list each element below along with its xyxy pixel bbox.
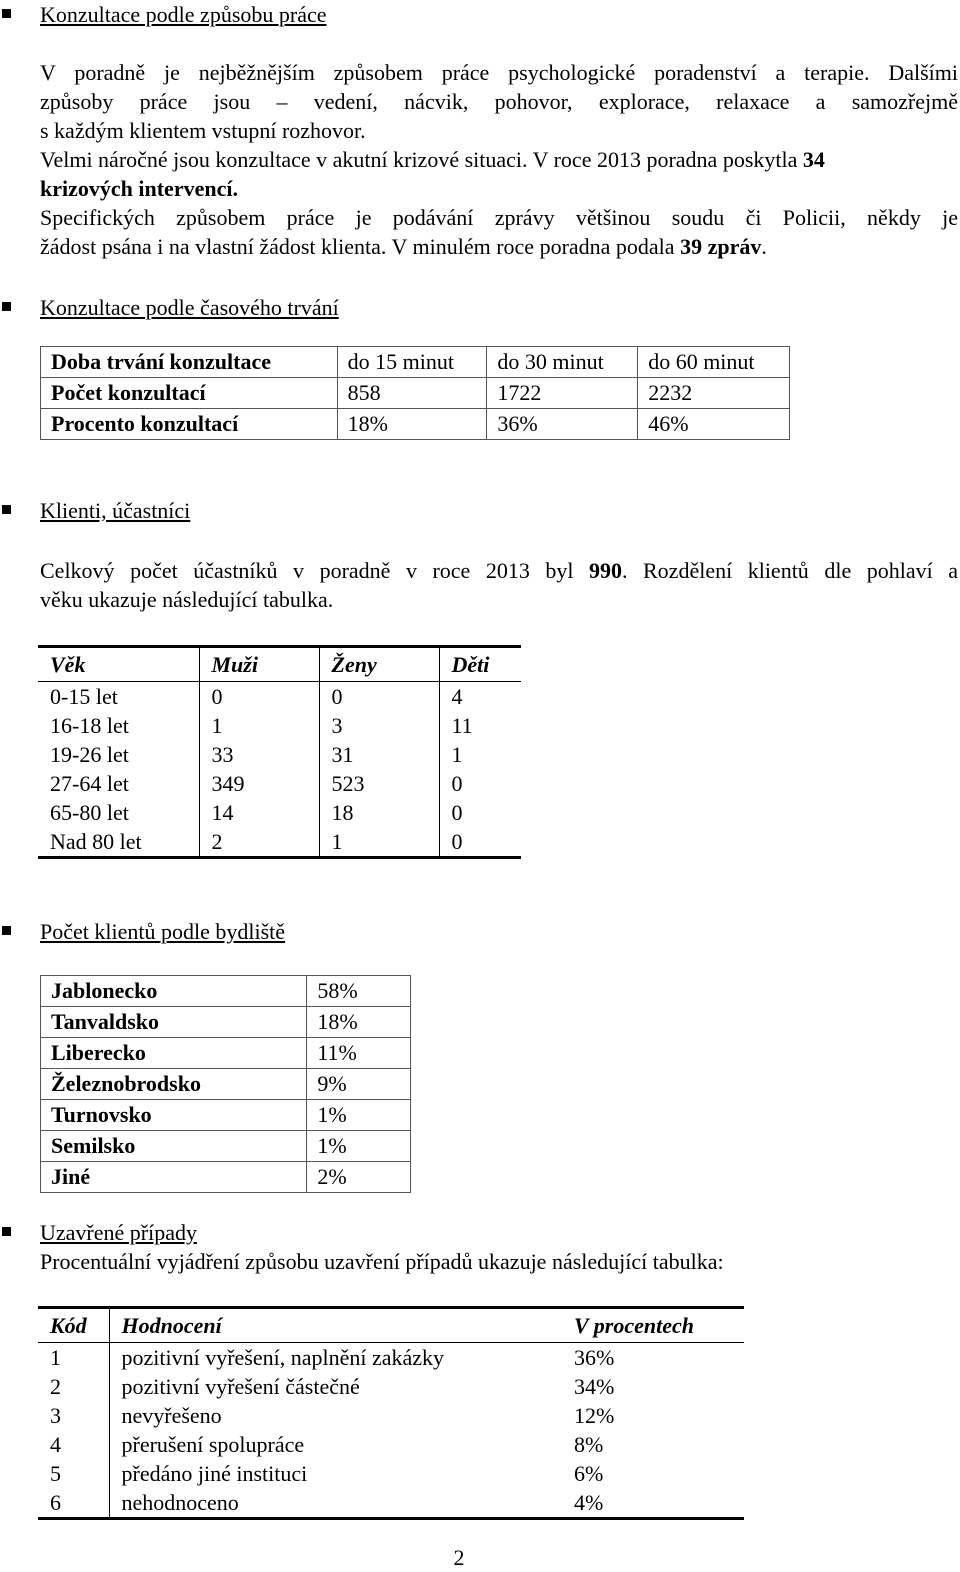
table-cell: 6 <box>50 1490 61 1515</box>
table-row <box>38 1401 744 1430</box>
table-header-cell: V procentech <box>574 1313 694 1338</box>
table-row <box>38 827 521 858</box>
table-cell: 0-15 let <box>50 684 118 709</box>
table-cell: 58% <box>307 976 411 1007</box>
table-cell: 12% <box>574 1403 615 1428</box>
table-cell: 27-64 let <box>50 771 129 796</box>
table-header-cell: Ženy <box>319 647 439 682</box>
table-row <box>41 1100 411 1131</box>
bullet-icon <box>2 9 11 18</box>
table-header-cell: Věk <box>50 652 86 677</box>
table-cell: 18% <box>337 409 487 440</box>
table-cell: 2 <box>199 827 319 858</box>
table-row <box>38 1488 744 1519</box>
page-number: 2 <box>453 1545 465 1570</box>
table-cell: Procento konzultací <box>41 409 338 440</box>
table-cell: 0 <box>199 682 319 712</box>
table-cell: 5 <box>50 1461 61 1486</box>
section-heading-clients: Klienti, účastníci <box>40 498 191 523</box>
bullet-icon <box>2 926 11 935</box>
table-cell: Turnovsko <box>41 1100 307 1131</box>
table-row <box>41 1131 411 1162</box>
table-row <box>41 1069 411 1100</box>
bullet-icon <box>2 505 11 514</box>
text-span: . Rozdělení klientů dle pohlaví a <box>621 558 958 583</box>
paragraph-line <box>40 145 958 174</box>
table-cell: 4 <box>439 682 521 712</box>
table-cell: 2232 <box>638 378 790 409</box>
table-cell: 1 <box>439 740 521 769</box>
table-cell: 36% <box>487 409 638 440</box>
table-cell: Semilsko <box>41 1131 307 1162</box>
table-cell: 1 <box>50 1345 61 1370</box>
text-span: žádost psána i na vlastní žádost klienta. V minulém roce poradna podala <box>40 234 681 259</box>
table-cell: 14 <box>199 798 319 827</box>
table-cell: 349 <box>199 769 319 798</box>
table-header-row <box>38 647 521 682</box>
table-cell: 11 <box>439 711 521 740</box>
table-cell: nevyřešeno <box>109 1401 562 1430</box>
table-cell: Liberecko <box>41 1038 307 1069</box>
table-cell: Tanvaldsko <box>41 1007 307 1038</box>
table-cell: Železnobrodsko <box>41 1069 307 1100</box>
table-cell: 33 <box>199 740 319 769</box>
table-cell: nehodnoceno <box>109 1488 562 1519</box>
table-cell: do 30 minut <box>487 347 638 378</box>
residence-table <box>40 975 411 1193</box>
table-cell: do 15 minut <box>337 347 487 378</box>
table-row <box>38 769 521 798</box>
table-cell: 3 <box>319 711 439 740</box>
table-cell: pozitivní vyřešení částečné <box>109 1372 562 1401</box>
table-cell: 18% <box>307 1007 411 1038</box>
table-row <box>38 798 521 827</box>
table-row <box>41 1038 411 1069</box>
text-span: Celkový počet účastníků v poradně v roce 2013 byl <box>40 558 589 583</box>
table-cell: 0 <box>439 798 521 827</box>
table-cell: 6% <box>574 1461 604 1486</box>
table-cell: Jablonecko <box>41 976 307 1007</box>
table-cell: Počet konzultací <box>41 378 338 409</box>
paragraph-line <box>40 232 958 261</box>
table-row <box>41 1162 411 1193</box>
table-cell: pozitivní vyřešení, naplnění zakázky <box>109 1343 562 1373</box>
table-cell: 36% <box>574 1345 615 1370</box>
table-cell: 31 <box>319 740 439 769</box>
table-cell: 0 <box>439 827 521 858</box>
table-cell: předáno jiné instituci <box>109 1459 562 1488</box>
table-header-cell: Kód <box>50 1313 87 1338</box>
table-cell: 4% <box>574 1490 604 1515</box>
section-heading-residence: Počet klientů podle bydliště <box>40 919 286 944</box>
paragraph-mode <box>40 58 958 261</box>
table-cell: 11% <box>307 1038 411 1069</box>
table-row <box>41 347 790 378</box>
table-cell: 16-18 let <box>50 713 129 738</box>
table-cell: Jiné <box>41 1162 307 1193</box>
bullet-icon <box>2 1227 11 1236</box>
section-heading-mode: Konzultace podle způsobu práce <box>40 2 327 27</box>
table-cell: 1 <box>199 711 319 740</box>
section-heading-duration: Konzultace podle časového trvání <box>40 295 339 320</box>
table-cell: 1% <box>307 1100 411 1131</box>
table-row <box>41 378 790 409</box>
table-header-row <box>38 1308 744 1343</box>
table-cell: 1% <box>307 1131 411 1162</box>
table-row <box>38 1459 744 1488</box>
table-row <box>41 409 790 440</box>
table-cell: 65-80 let <box>50 800 129 825</box>
paragraph-line: způsoby práce jsou – vedení, nácvik, pohovor, explorace, relaxace a samozřejmě <box>40 89 958 114</box>
age-gender-table <box>38 645 521 859</box>
table-cell: 8% <box>574 1432 604 1457</box>
table-row <box>38 1430 744 1459</box>
table-row <box>41 1007 411 1038</box>
table-cell: 858 <box>337 378 487 409</box>
section-heading-closed: Uzavřené případy <box>40 1220 197 1245</box>
reports-count: 39 zpráv <box>680 234 762 259</box>
table-cell: 3 <box>50 1403 61 1428</box>
paragraph-line: V poradně je nejběžnějším způsobem práce psychologické poradenství a terapie. Dalšími <box>40 60 958 85</box>
closed-cases-table <box>38 1306 744 1520</box>
table-cell: 19-26 let <box>50 742 129 767</box>
duration-table <box>40 346 790 440</box>
table-cell: 4 <box>50 1432 61 1457</box>
table-cell: 2 <box>50 1374 61 1399</box>
table-cell: 9% <box>307 1069 411 1100</box>
table-cell: Doba trvání konzultace <box>41 347 338 378</box>
paragraph-line: Specifických způsobem práce je podávání zprávy většinou soudu či Policii, někdy je <box>40 205 958 230</box>
table-cell: 34% <box>574 1374 615 1399</box>
table-row <box>38 711 521 740</box>
table-cell: 1 <box>319 827 439 858</box>
table-cell: 2% <box>307 1162 411 1193</box>
table-header-cell: Děti <box>439 647 521 682</box>
table-header-cell: Muži <box>199 647 319 682</box>
participants-count: 990 <box>588 558 622 583</box>
paragraph-clients <box>40 556 958 614</box>
paragraph-line <box>40 556 958 585</box>
table-row <box>38 1372 744 1401</box>
table-row <box>41 976 411 1007</box>
table-cell: přerušení spolupráce <box>109 1430 562 1459</box>
table-cell: 0 <box>439 769 521 798</box>
table-row <box>38 740 521 769</box>
bullet-icon <box>2 302 11 311</box>
text-span: Velmi náročné jsou konzultace v akutní krizové situaci. V roce 2013 poradna poskytla <box>40 147 803 172</box>
table-header-cell: Hodnocení <box>109 1308 562 1343</box>
text-span-bold: krizových intervencí. <box>40 176 238 201</box>
table-cell: Nad 80 let <box>50 829 142 854</box>
closed-intro-text: Procentuální vyjádření způsobu uzavření případů ukazuje následující tabulka: <box>40 1249 724 1274</box>
table-row <box>38 1343 744 1373</box>
table-cell: 1722 <box>487 378 638 409</box>
table-cell: do 60 minut <box>638 347 790 378</box>
table-cell: 523 <box>319 769 439 798</box>
table-cell: 46% <box>638 409 790 440</box>
crisis-count: 34 <box>802 147 825 172</box>
table-row <box>38 682 521 712</box>
table-cell: 18 <box>319 798 439 827</box>
paragraph-line <box>40 174 958 203</box>
table-cell: 0 <box>319 682 439 712</box>
paragraph-line: věku ukazuje následující tabulka. <box>40 587 334 612</box>
text-span: . <box>761 234 767 259</box>
paragraph-line: s každým klientem vstupní rozhovor. <box>40 118 366 143</box>
